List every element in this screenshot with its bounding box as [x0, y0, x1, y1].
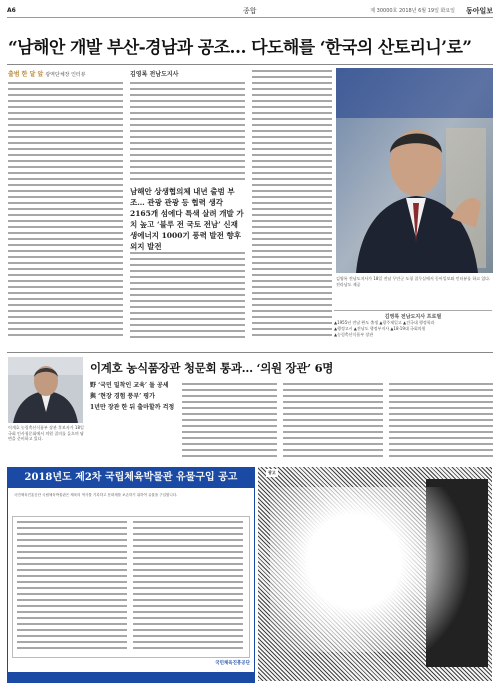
ad-footer-bar: [8, 672, 254, 682]
portrait-photo-icon: [336, 68, 493, 273]
profile-line: ▲행정고시 ▲전남도 행정부지사 ▲18·19대 국회의원: [334, 326, 426, 331]
subhead: 1년만 장관 한 뒤 출마할까 걱정: [90, 404, 175, 411]
governor-photo: [336, 68, 493, 273]
profile-box: [334, 310, 492, 346]
article-column-1: [8, 82, 123, 338]
profile-title: 김영록 전남도지사 프로필: [384, 314, 442, 320]
museum-purchase-ad: [7, 467, 255, 683]
section-label: 종합: [243, 7, 257, 15]
article-column-3: [252, 70, 332, 340]
halftone-ad: [258, 467, 492, 681]
section-rule: [7, 352, 493, 353]
ad-details-right: [133, 521, 243, 651]
page-number: A6: [7, 7, 16, 14]
second-subheads: [90, 380, 180, 413]
pull-quote: 남해안 상생협의체 내년 출범 부조… 관광 관광 등 협력 생각 2165개 섬에다 특색 살려 개발 가치 높고 ‘블루 전 국토 전남’ 신재생에너지 1000기 풍력 발전 향후 외지 발전: [130, 187, 244, 251]
ad-intro: 국민체육진흥공단 국립체육박물관은 체육의 역사를 기록하고 문화재를 보존하기 위하여 유물을 구입합니다.: [14, 493, 178, 497]
person-name: 김영록 전남도지사: [130, 71, 179, 78]
article-column-2-bottom: [130, 252, 245, 340]
ad-details-left: [17, 521, 127, 651]
second-headline: 이계호 농식품장관 청문회 통과… ‘의원 장관’ 6명: [90, 361, 334, 375]
byline: [8, 69, 86, 78]
article-column-2-top: [130, 82, 245, 180]
ad-organizer: 국민체육진흥공단: [215, 661, 250, 666]
second-article-column-2: [283, 383, 383, 458]
profile-line: ▲농림축산식품부 장관: [334, 332, 374, 337]
portrait-photo-icon: [8, 357, 83, 423]
minister-photo: [8, 357, 83, 423]
second-article-column-1: [182, 383, 277, 458]
paper-logo: 동아일보: [465, 6, 493, 15]
subhead: 野 ‘국민 밀착인 교육’ 돌 공세: [90, 382, 169, 389]
profile-line: ▲1955년 전남 완도 출생 ▲광주제일고 ▲건국대 행정학과: [334, 320, 435, 325]
byline-label: 출범 한 달 앞: [8, 71, 44, 78]
main-headline: “남해안 개발 부산-경남과 공조… 다도해를 ‘한국의 산토리니’로”: [8, 38, 472, 58]
minister-photo-caption: 이개호 농림축산식품부 장관 후보자가 18일 국회 인사청문회에서 의원 질의를 들으며 답변을 준비하고 있다.: [8, 425, 84, 441]
byline-role: 광역단체장 인터뷰: [45, 72, 86, 78]
ad-label: 광고: [268, 470, 276, 475]
date-line: 제 30000호 2018년 6월 19일 화요일: [370, 8, 455, 14]
ad-light-area: [270, 487, 480, 652]
second-article-column-3: [389, 383, 493, 458]
headline-rule: [7, 64, 493, 65]
ad-title: 2018년도 제2차 국립체육박물관 유물구입 공고: [8, 468, 254, 488]
governor-photo-caption: 김영록 전남도지사가 18일 전남 무안군 도청 집무실에서 동아일보와 인터뷰를 하고 있다. 전라남도 제공: [336, 276, 491, 287]
subhead: 與 ‘현장 경험 풍부’ 평가: [90, 393, 155, 400]
ad-details-box: [12, 516, 250, 658]
page-header: [7, 5, 493, 18]
